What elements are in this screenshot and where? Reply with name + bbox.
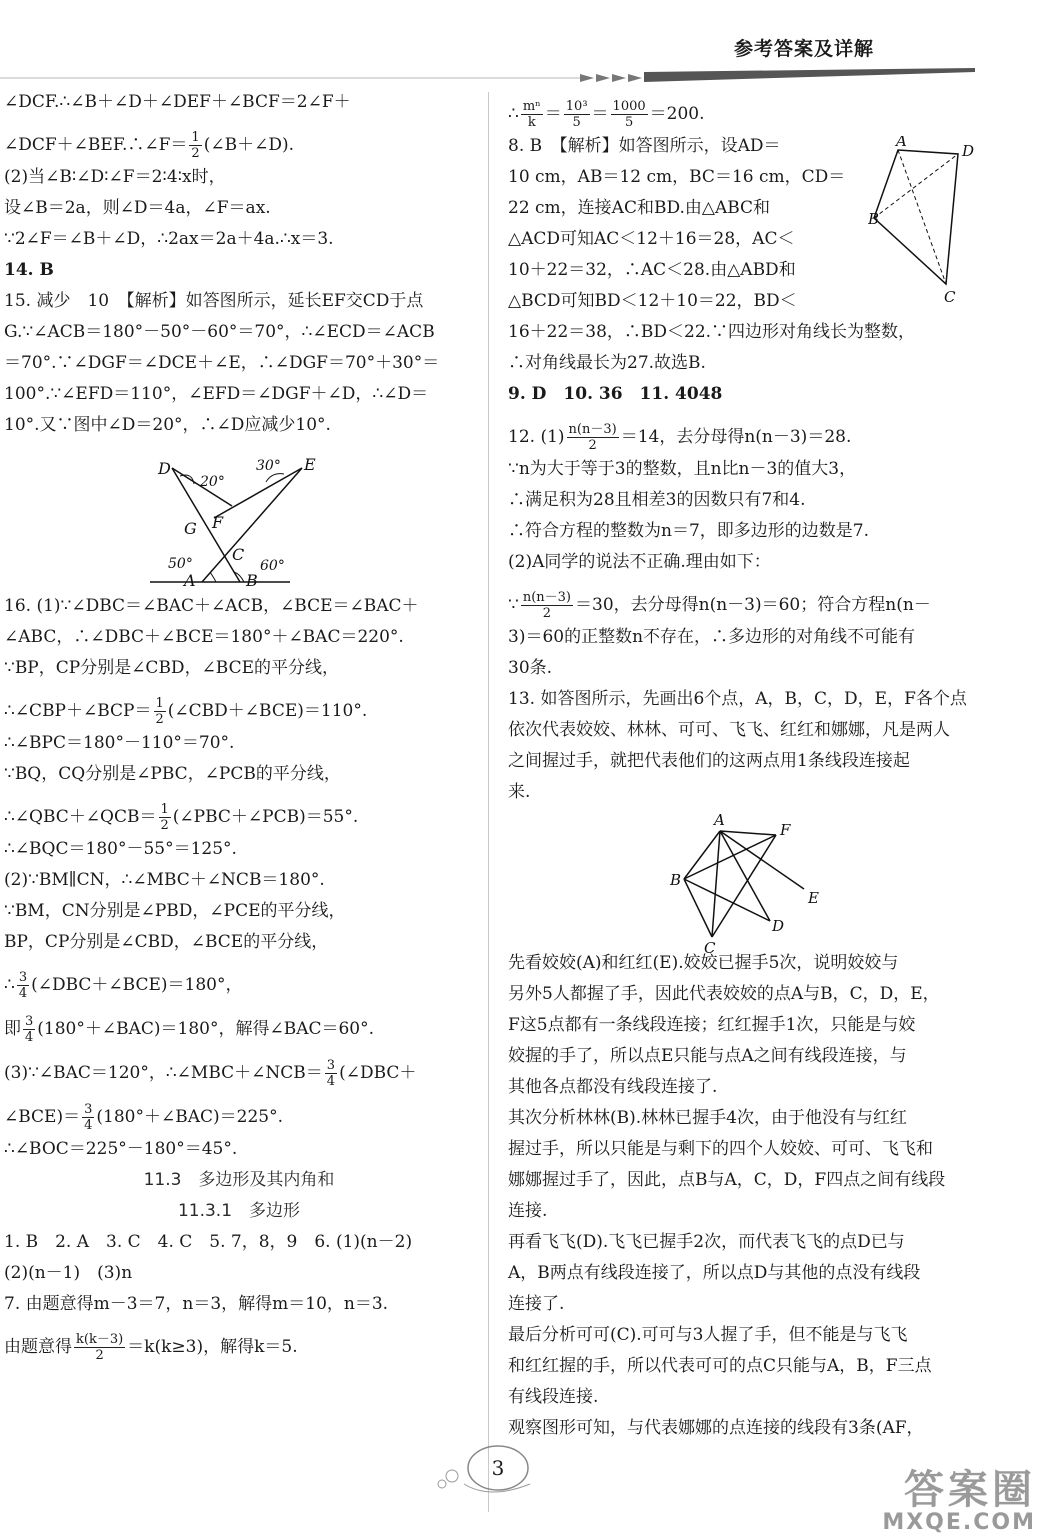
text-line: A，B两点有线段连接了，所以点D与其他的点没有线段 xyxy=(508,1263,921,1283)
text-line: 30条. xyxy=(508,658,553,678)
label-A: A xyxy=(184,571,196,590)
text-line: 1. B 2. A 3. C 4. C 5. 7，8，9 6. (1)(n－2) xyxy=(4,1232,413,1252)
label-A: A xyxy=(714,813,725,829)
text-line: ∴ $\frac{3}{4}$ (∠DBC＋∠BCE)＝180°， xyxy=(4,970,243,1001)
text-line: 16. (1)∵∠DBC＝∠BAC＋∠ACB，∠BCE＝∠BAC＋ xyxy=(4,596,419,616)
text-line: 握过手，所以只能是与剩下的四个人姣姣、可可、飞飞和 xyxy=(508,1139,933,1159)
fraction: $\frac{1}{2}$ xyxy=(160,802,169,833)
text-line: ∴∠CBP＋∠BCP＝ $\frac{1}{2}$ (∠CBD＋∠BCE)＝110°. xyxy=(4,696,368,727)
text-line: 先看姣姣(A)和红红(E).姣姣已握手5次，说明姣姣与 xyxy=(508,953,899,973)
text-line: 10°.又∵图中∠D＝20°，∴∠D应减少10°. xyxy=(4,415,331,435)
text-line: (2)当∠B∶∠D∶∠F＝2∶4∶x时， xyxy=(4,167,226,187)
answers-9-11: 9. D 10. 36 11. 4048 xyxy=(508,384,723,404)
text-line: ∠ABC，∴∠DBC＋∠BCE＝180°＋∠BAC＝220°. xyxy=(4,627,404,647)
text-line: △ACD可知AC＜12＋16＝28，AC＜ xyxy=(508,229,795,249)
header-title: 参考答案及详解 xyxy=(733,38,874,60)
text-line: 13. 如答图所示，先画出6个点，A，B，C，D，E，F各个点 xyxy=(508,689,967,709)
segment-BD xyxy=(684,879,770,921)
text-line: 其他各点都没有线段连接了. xyxy=(508,1077,718,1097)
label-D: D xyxy=(772,917,785,935)
text-line: 10 cm，AB＝12 cm，BC＝16 cm，CD＝ xyxy=(508,167,846,187)
angle-20: 20° xyxy=(200,474,225,490)
text-line: 12. (1) $\frac{n(n-3)}{2}$ ＝14，去分母得n(n－3)＝28. xyxy=(508,422,852,453)
text-line: (2)A同学的说法不正确.理由如下： xyxy=(508,552,771,572)
text-line: (2)(n－1) (3)n xyxy=(4,1263,133,1283)
text-line: ∴满足积为28且相差3的因数只有7和4. xyxy=(508,490,806,510)
text-line: 16＋22＝38，∴BD＜22.∵四边形对角线长为整数， xyxy=(508,322,916,342)
label-B: B xyxy=(670,871,682,889)
text-line: 观察图形可知，与代表娜娜的点连接的线段有3条(AF， xyxy=(508,1418,924,1438)
text-line: 设∠B＝2a，则∠D＝4a，∠F＝ax. xyxy=(4,198,271,218)
text-line: 其次分析林林(B).林林已握手4次，由于他没有与红红 xyxy=(508,1108,907,1128)
fraction: $\frac{\text{mⁿ}}{k}$ xyxy=(522,99,541,130)
fraction: $\frac{3}{4}$ xyxy=(25,1014,34,1045)
page-number: 3 xyxy=(491,1456,505,1480)
text-line: ∠BCE)＝ $\frac{3}{4}$ (180°＋∠BAC)＝225°. xyxy=(4,1102,283,1133)
text-line: ∵BP，CP分别是∠CBD，∠BCE的平分线， xyxy=(4,658,340,678)
text-line: ∴对角线最长为27.故选B. xyxy=(508,353,706,373)
text-line: 100°.∵∠EFD＝110°，∠EFD＝∠DGF＋∠D，∴∠D＝ xyxy=(4,384,429,404)
fraction: $\frac{3}{4}$ xyxy=(18,970,28,1001)
text-line: 连接. xyxy=(508,1201,548,1221)
label-B: B xyxy=(868,210,880,228)
text-line: G.∵∠ACB＝180°－50°－60°＝70°，∴∠ECD＝∠ACB xyxy=(4,322,435,342)
text-line: 之间握过手，就把代表他们的这两点用1条线段连接起 xyxy=(508,751,910,771)
text-line: 有线段连接. xyxy=(508,1387,599,1407)
text-line: ∵ $\frac{n(n-3)}{2}$ ＝30，去分母得n(n－3)＝60；符合方程n(n－ xyxy=(508,590,931,621)
figure-13 xyxy=(508,813,974,953)
text-line: 由题意得 $\frac{k(k-3)}{2}$ ＝k(k≥3)，解得k＝5. xyxy=(4,1332,298,1363)
text-line: (2)∵BM∥CN，∴∠MBC＋∠NCB＝180°. xyxy=(4,870,325,890)
fraction: $\frac{n(n-3)}{2}$ xyxy=(568,422,617,453)
fraction: $\frac{1}{2}$ xyxy=(155,696,164,727)
answer-14: 14. B xyxy=(4,260,54,280)
text-line: 最后分析可可(C).可可与3人握了手，但不能是与飞飞 xyxy=(508,1325,908,1345)
header-rule xyxy=(0,66,980,88)
right-column xyxy=(508,92,974,1449)
watermark-logo: 答案圈 xyxy=(904,1467,1036,1513)
watermark-site: MXQE.COM xyxy=(882,1510,1036,1535)
text-line: 10＋22＝32，∴AC＜28.由△ABD和 xyxy=(508,260,796,280)
label-F: F xyxy=(780,821,791,839)
watermark xyxy=(882,1467,1036,1535)
segment-AF xyxy=(720,831,776,835)
label-B: B xyxy=(246,571,258,590)
segment-AC xyxy=(712,831,720,937)
segment-AD xyxy=(720,831,770,921)
text-line: 15. 减少 10 【解析】如答图所示，延长EF交CD于点 xyxy=(4,291,424,311)
text-line: 另外5人都握了手，因此代表姣姣的点A与B，C，D，E， xyxy=(508,984,940,1004)
text-line: 22 cm，连接AC和BD.由△ABC和 xyxy=(508,198,771,218)
label-C: C xyxy=(232,545,245,564)
left-column xyxy=(4,92,474,1369)
text-line: ∴∠BQC＝180°－55°＝125°. xyxy=(4,839,237,859)
text-line: 来. xyxy=(508,782,531,802)
text-line: △BCD可知BD＜12＋10＝22，BD＜ xyxy=(508,291,797,311)
fraction: $\frac{1000}{5}$ xyxy=(612,99,646,130)
text-line: ∵BQ，CQ分别是∠PBC，∠PCB的平分线， xyxy=(4,764,341,784)
segment-AB xyxy=(684,831,720,879)
question-8 xyxy=(508,136,974,384)
text-line: ∴∠BOC＝225°－180°＝45°. xyxy=(4,1139,238,1159)
label-C: C xyxy=(944,288,956,306)
text-line: 连接了. xyxy=(508,1294,565,1314)
column-divider xyxy=(488,92,489,1512)
label-A: A xyxy=(896,136,907,150)
label-G: G xyxy=(184,519,197,538)
text-line: F这5点都有一条线段连接；红红握手1次，只能是与姣 xyxy=(508,1015,916,1035)
subsection-heading: 11.3.1 多边形 xyxy=(177,1201,301,1221)
label-D: D xyxy=(962,142,975,160)
text-line: 再看飞飞(D).飞飞已握手2次，而代表飞飞的点D已与 xyxy=(508,1232,905,1252)
fraction: $\frac{k(k-3)}{2}$ xyxy=(76,1332,124,1363)
label-F: F xyxy=(212,513,224,532)
segment-BC xyxy=(684,879,712,937)
text-line: 3)＝60的正整数n不存在，∴多边形的对角线不可能有 xyxy=(508,627,916,647)
text-line: (3)∵∠BAC＝120°，∴∠MBC＋∠NCB＝ $\frac{3}{4}$ (∠DBC＋ xyxy=(4,1058,417,1089)
text-line: 娜娜握过手了，因此，点B与A，C，D，F四点之间有线段 xyxy=(508,1170,946,1190)
text-line: ∴∠QBC＋∠QCB＝ $\frac{1}{2}$ (∠PBC＋∠PCB)＝55°. xyxy=(4,802,359,833)
fraction: $\frac{3}{4}$ xyxy=(84,1102,93,1133)
text-line: 7. 由题意得m－3＝7，n＝3，解得m＝10，n＝3. xyxy=(4,1294,389,1314)
angle-30: 30° xyxy=(256,458,281,474)
text-line: 和红红握的手，所以代表可可的点C只能与A，B，F三点 xyxy=(508,1356,932,1376)
text-line: 即 $\frac{3}{4}$ (180°＋∠BAC)＝180°，解得∠BAC＝60°. xyxy=(4,1014,375,1045)
text-line: ＝70°.∵∠DGF＝∠DCE＋∠E，∴∠DGF＝70°＋30°＝ xyxy=(4,353,440,373)
text-line: 姣握的手了，所以点E只能与点A之间有线段连接，与 xyxy=(508,1046,907,1066)
text-line: ∴符合方程的整数为n＝7，即多边形的边数是7. xyxy=(508,521,869,541)
fraction: $\frac{\text{10³}}{5}$ xyxy=(565,99,588,130)
label-C: C xyxy=(704,939,716,953)
angle-50: 50° xyxy=(168,556,193,572)
label-D: D xyxy=(158,459,171,478)
fraction: $\frac{n(n-3)}{2}$ xyxy=(522,590,571,621)
text-line: BP，CP分别是∠CBD，∠BCE的平分线， xyxy=(4,932,329,952)
fraction: $\frac{1}{2}$ xyxy=(191,130,200,161)
text-line: ∴ $\frac{\text{mⁿ}}{k}$ ＝ $\frac{\text{10³}}{5}$ ＝ $\frac{1000}{5}$ ＝200. xyxy=(508,99,705,130)
label-E: E xyxy=(304,455,316,474)
text-line: ∠DCF.∴∠B＋∠D＋∠DEF＋∠BCF＝2∠F＋ xyxy=(4,92,351,112)
text-line: ∴∠BPC＝180°－110°＝70°. xyxy=(4,733,235,753)
segment-AE xyxy=(720,831,804,889)
text-line: ∵2∠F＝∠B＋∠D，∴2ax＝2a＋4a.∴x＝3. xyxy=(4,229,334,249)
angle-60: 60° xyxy=(260,558,285,574)
figure-15 xyxy=(4,446,474,596)
label-E: E xyxy=(808,889,819,907)
fraction: $\frac{3}{4}$ xyxy=(326,1058,336,1089)
text-line: 依次代表姣姣、林林、可可、飞飞、红红和娜娜，凡是两人 xyxy=(508,720,950,740)
segment-EF xyxy=(214,468,302,518)
text-line: ∠DCF＋∠BEF.∴∠F＝ $\frac{1}{2}$ (∠B＋∠D). xyxy=(4,130,294,161)
text-line: ∵BM，CN分别是∠PBD，∠PCE的平分线， xyxy=(4,901,346,921)
section-heading: 11.3 多边形及其内角和 xyxy=(143,1170,335,1190)
text-line: 8. B 【解析】如答图所示，设AD＝ xyxy=(508,136,781,156)
text-line: ∵n为大于等于3的整数，且n比n－3的值大3， xyxy=(508,459,857,479)
